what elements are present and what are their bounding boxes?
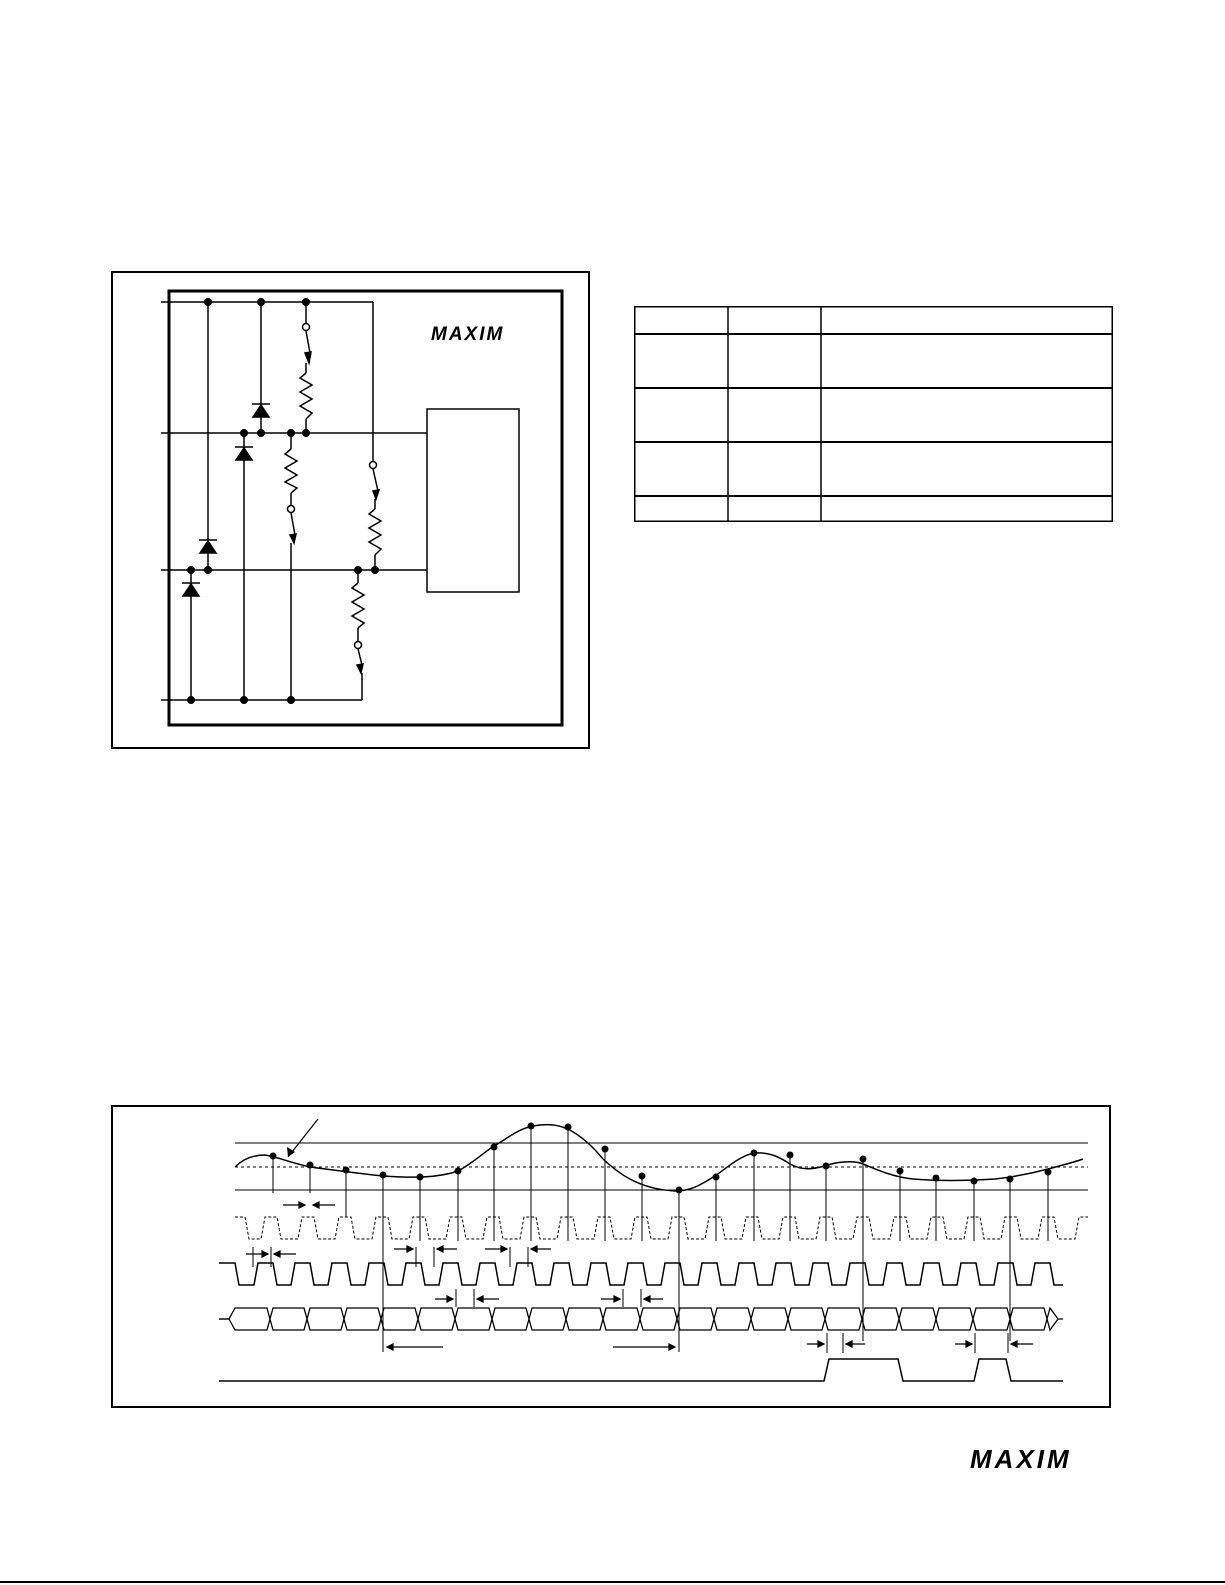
timing-diagram [113, 1107, 1109, 1406]
footer-logo-text: MAXIM [970, 1446, 1072, 1472]
diode-d1 [253, 405, 269, 417]
resistor-r1 [300, 373, 312, 419]
timing-diagram-figure [111, 1105, 1111, 1408]
callout-arrowhead [287, 1147, 295, 1157]
switch-contact-2 [288, 506, 295, 513]
protection-circuit-figure [111, 271, 590, 749]
schematic-maxim-logo: MAXIM [431, 324, 505, 345]
output-pulse-waveform [219, 1359, 1063, 1381]
reference-lines [235, 1143, 1088, 1190]
timing-arrows [246, 1202, 1033, 1350]
resistor-r4 [352, 583, 364, 628]
switches [288, 324, 380, 674]
clock-envelope-dashed [235, 1217, 1088, 1239]
function-table [634, 306, 1113, 522]
resistor-r2 [285, 449, 297, 493]
internal-circuitry-block [427, 409, 519, 592]
table-grid [634, 306, 1113, 522]
footer-logo-svg [970, 1446, 1110, 1472]
switch-contact-3 [370, 462, 377, 469]
sample-points [270, 1123, 1052, 1194]
diode-d2 [236, 448, 252, 460]
page-bottom-rule [0, 1581, 1225, 1583]
circuit-schematic [113, 273, 588, 747]
clock-waveform [219, 1263, 1063, 1285]
resistor-r3 [369, 509, 381, 555]
junction-dots [187, 298, 379, 704]
table-border [635, 307, 1113, 522]
analog-input-waveform [235, 1125, 1083, 1191]
diode-d4 [183, 584, 199, 596]
switch-contact-4 [355, 642, 362, 649]
footer-maxim-logo [970, 1446, 1110, 1472]
diode-d3 [200, 541, 216, 553]
circuit-wires [169, 302, 427, 700]
data-bus-waveform [219, 1308, 1063, 1330]
resistors [285, 373, 381, 628]
switch-contact-1 [303, 324, 310, 331]
